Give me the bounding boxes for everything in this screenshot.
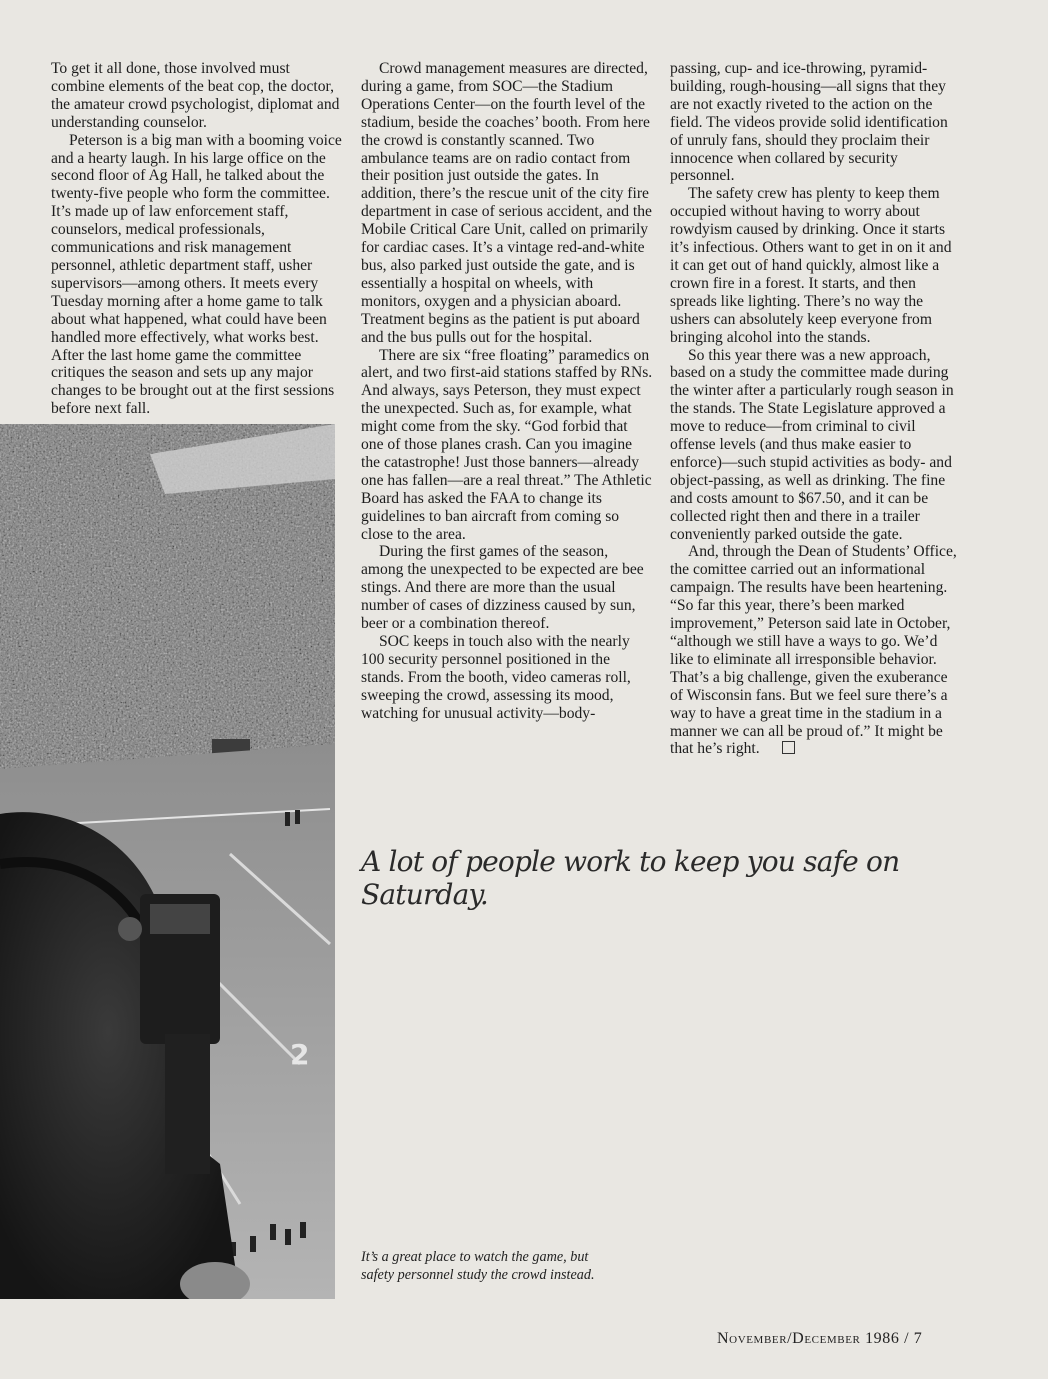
article-column-3 — [670, 60, 960, 758]
end-of-article-mark — [782, 741, 795, 754]
paragraph-text: And, through the Dean of Students’ Office, the comittee carried out an informational campaign. The results have been heartening. “So far this year, there’s been marked improvement,” Peterson said late in October, “although we still have a ways to go. We’d like to eliminate all irresponsible behavior. That’s a big challenge, given the exuberance of Wisconsin fans. But we feel sure there’s a way to have a great time in the stadium in a manner we can all be proud of.” It might be that he’s right. — [670, 543, 957, 758]
paragraph: The safety crew has plenty to keep them occupied without having to worry about rowdyism caused by drinking. Once it starts it’s infectious. Others want to get in on it and it can get out of hand quickly, almost like a crown fire in a forest. It starts, and then spreads like lighting. There’s no way the ushers can absolutely keep everyone from bringing alcohol into the stands. — [670, 185, 952, 346]
paragraph — [670, 543, 960, 758]
paragraph: passing, cup- and ice-throwing, pyramid-building, rough-housing—all signs that they are not exactly riveted to the action on the field. The videos provide solid identification of unruly fans, should they proclaim their innocence when collared by security personnel. — [670, 60, 948, 185]
field-yard-number: 2 — [290, 1038, 310, 1071]
photo-caption: It’s a great place to watch the game, but safety personnel study the crowd instead. — [361, 1249, 595, 1283]
paragraph: There are six “free floating” paramedics on alert, and two first-aid stations staffed by RNs. And always, says Peterson, they must expect the unexpected. Such as, for example, what might come from the sky. “God forbid that one of those planes crash. Can you imagine the catastrophe! Just those banners—already one has fallen—are a real threat.” The Athletic Board has asked the FAA to change its guidelines to ban aircraft from coming so close to the area. — [361, 346, 653, 543]
paragraph: To get it all done, those involved must combine elements of the beat cop, the doctor, the amateur crowd psychologist, diplomat and understanding counselor. — [51, 60, 340, 131]
stadium-photo — [0, 424, 335, 1299]
paragraph: Crowd management measures are directed, during a game, from SOC—the Stadium Operations Center—on the fourth level of the stadium, beside the coaches’ booth. From here the crowd is constantly scanned. Two ambulance teams are on radio contact from their position just outside the gates. In addition, there’s the rescue unit of the city fire department in case of serious accident, and the Mobile Critical Care Unit, called on primarily for cardiac cases. It’s a vintage red-and-white bus, also parked just outside the gate, and is essentially a hospital on wheels, with monitors, oxygen and a physician aboard. Treatment begins as the patient is put aboard and the bus pulls out for the hospital. — [361, 60, 652, 346]
article-column-1 — [51, 60, 343, 418]
article-column-2 — [361, 60, 653, 723]
issue-date-and-page-number: November/December 1986 / 7 — [717, 1330, 923, 1347]
paragraph: So this year there was a new approach, based on a study the committee made during the winter after a particularly rough season in the stands. The State Legislature approved a move to reduce—from criminal to civil offense levels (and thus make easier to enforce)—such stupid activities as body- and object-passing, as well as drinking. The fine and costs amount to $67.50, and it can be collected right then and there in a trailer conveniently parked outside the gate. — [670, 346, 954, 543]
pull-quote: A lot of people work to keep you safe on Saturday. — [361, 845, 900, 911]
paragraph: Peterson is a big man with a booming voice and a hearty laugh. In his large office on the second floor of Ag Hall, he talked about the twenty-five people who form the committee. It’s made up of law enforcement staff, counselors, medical professionals, communications and risk management personnel, athletic department staff, usher supervisors—among others. It meets every Tuesday morning after a home game to talk about what happened, what could have been handled more effectively, what works best. After the last home game the committee critiques the season and sets up any major changes to be brought out at the first sessions before next fall. — [51, 131, 342, 418]
page-footer — [717, 1330, 922, 1348]
paragraph: SOC keeps in touch also with the nearly 100 security personnel positioned in the stands. From the booth, video cameras roll, sweeping the crowd, assessing its mood, watching for unusual activity—body- — [361, 633, 631, 722]
paragraph: During the first games of the season, among the unexpected to be expected are bee stings. And there are more than the usual number of cases of dizziness caused by sun, beer or a combination thereof. — [361, 543, 644, 633]
